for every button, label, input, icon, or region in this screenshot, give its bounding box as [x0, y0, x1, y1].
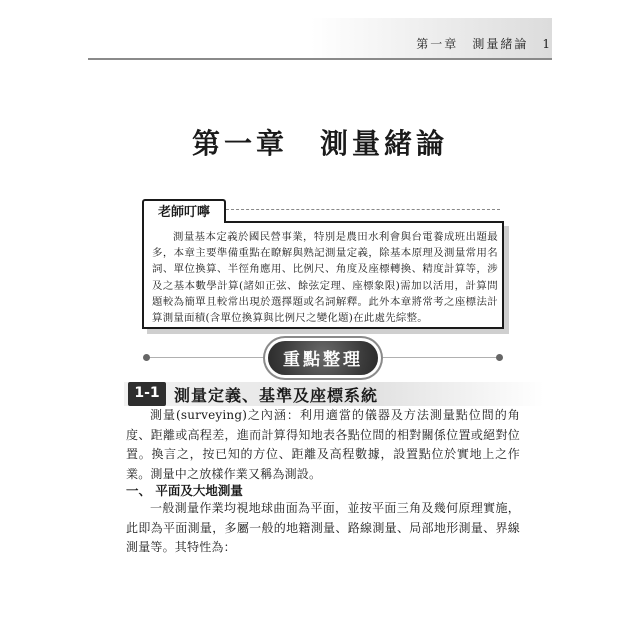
subsection-heading: 一、 平面及大地測量 [126, 483, 243, 498]
section-title: 測量定義、基準及座標系統 [174, 386, 379, 405]
running-header-title: 測量緒論 [472, 37, 529, 51]
teacher-note-text: 測量基本定義於國民營事業，特別是農田水利會與台電養成班出題最多，本章主要準備重點在瞭解與熟記測量定義，除基本原理及測量常用名詞、單位換算、半徑角應用、比例尺、角度及座標轉換、精度計算等，涉及之基本數學計算(諸如正弦、餘弦定理、座標象限)需加以活用，計算問題較為簡單且較常出現於選擇題或名詞解釋。此外本章將常考之座標法計算測量面積(含單位換算與比例尺之變化題)在此處先綜整。 [152, 231, 498, 325]
subsection-paragraph: 一般測量作業均視地球曲面為平面，並按平面三角及幾何原理實施，此即為平面測量，多屬一般的地籍測量、路線測量、局部地形測量、界線測量等。其特性為： [126, 501, 520, 554]
page-number: 1 [542, 37, 552, 51]
running-header [300, 35, 552, 52]
banner-right-dot [496, 354, 503, 361]
header-rule [88, 58, 552, 60]
running-header-chapter: 第一章 [416, 37, 459, 51]
note-dashed-line [226, 209, 500, 210]
section-number: 1-1 [134, 385, 160, 401]
section-paragraph: 測量(surveying)之內涵：利用適當的儀器及方法測量點位間的角度、距離或高程差，進而計算得知地表各點位間的相對關係位置或絕對位置。換言之，按已知的方位、距離及高程數據，設置點位於實地上之作業。測量中之放樣作業又稱為測設。 [126, 408, 520, 481]
chapter-title: 第一章 測量緒論 [191, 127, 448, 160]
banner-left-dot [143, 354, 150, 361]
key-points-label: 重點整理 [283, 350, 363, 370]
teacher-note-label: 老師叮嚀 [157, 205, 210, 220]
